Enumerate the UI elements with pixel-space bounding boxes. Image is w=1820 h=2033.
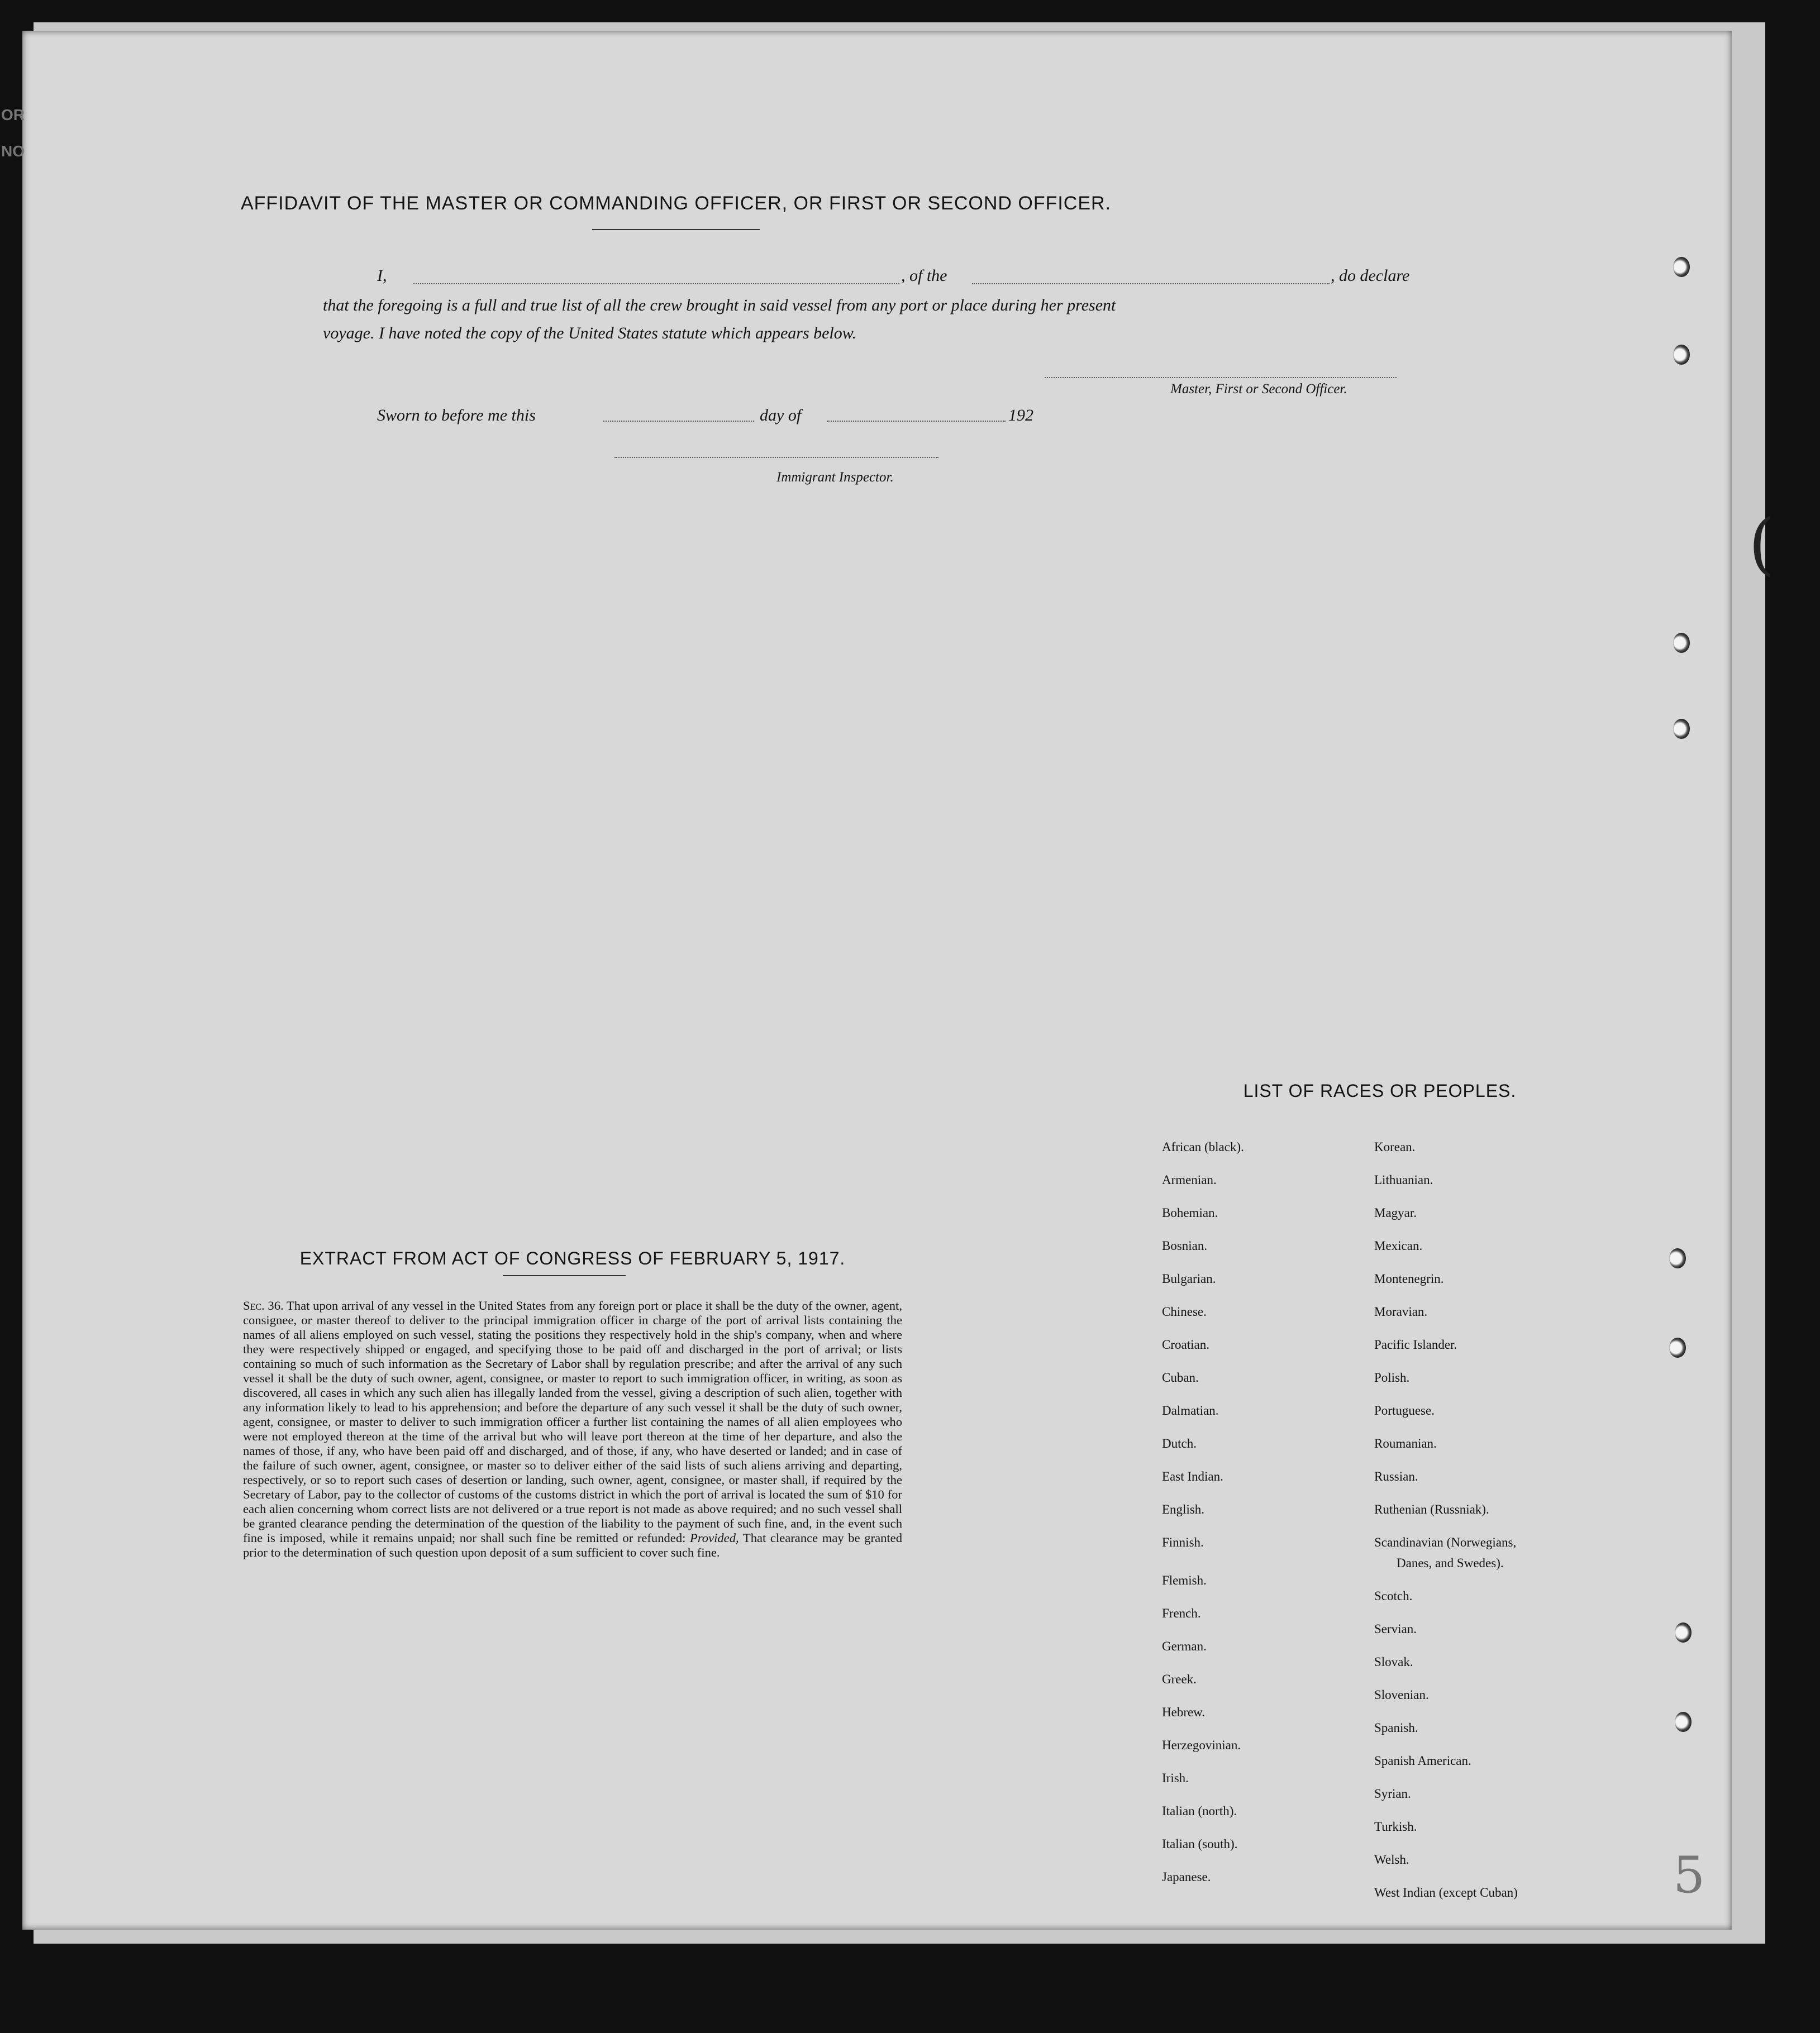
race-item: Russian. xyxy=(1374,1469,1418,1483)
binder-hole-icon xyxy=(1675,1622,1692,1643)
race-item: African (black). xyxy=(1162,1140,1244,1154)
race-item: English. xyxy=(1162,1502,1205,1516)
name-blank-line xyxy=(413,283,899,284)
race-item: Armenian. xyxy=(1162,1173,1217,1187)
race-item: Scotch. xyxy=(1374,1589,1413,1603)
affidavit-line-3: voyage. I have noted the copy of the United States statute which appears below. xyxy=(323,324,857,342)
master-signature-label: Master, First or Second Officer. xyxy=(1170,381,1347,397)
races-left-column xyxy=(1162,1139,1244,1902)
race-item: Spanish. xyxy=(1374,1721,1418,1735)
extract-body xyxy=(243,1299,902,1560)
race-item: Dalmatian. xyxy=(1162,1404,1219,1418)
race-item: Ruthenian (Russniak). xyxy=(1374,1502,1489,1516)
handwritten-bracket-icon: ( xyxy=(1748,505,1775,583)
races-right-column xyxy=(1374,1139,1518,1918)
binder-hole-icon xyxy=(1669,1338,1686,1358)
race-item: Montenegrin. xyxy=(1374,1272,1444,1286)
race-item: Bosnian. xyxy=(1162,1239,1208,1253)
extract-provided-word: Provided, xyxy=(690,1531,739,1545)
affidavit-title-rule xyxy=(592,229,760,230)
sworn-prefix: Sworn to before me this xyxy=(377,406,536,424)
race-item: Herzegovinian. xyxy=(1162,1738,1241,1752)
extract-section-label: Sec. 36. xyxy=(243,1299,284,1313)
race-item: Korean. xyxy=(1374,1140,1416,1154)
binder-hole-icon xyxy=(1673,633,1690,653)
sworn-year: 192 xyxy=(1008,406,1033,424)
race-item: Spanish American. xyxy=(1374,1754,1471,1768)
affidavit-line-2: that the foregoing is a full and true list of all the crew brought in said vessel from any port or place during her present xyxy=(323,296,1116,314)
race-item: Bulgarian. xyxy=(1162,1272,1216,1286)
race-item: West Indian (except Cuban) xyxy=(1374,1886,1518,1900)
extract-text: That upon arrival of any vessel in the United States from any foreign port or place it shall be the duty of the owner, agent, consignee, or master thereof to deliver to the principal immigration officer in charge of the port of arrival lists containing the names of all aliens employed on such vessel, stating the positions they respectively hold in the ship's company, when and where they were respectively shipped or engaged, and specifying those to be paid off and discharged in the port of arrival; or lists containing so much of such information as the Secretary of Labor shall by regulation prescribe; and after the arrival of any such vessel it shall be the duty of such owner, agent, consignee, or master to report to such immigration officer, in writing, as soon as discovered, all cases in which any such alien has illegally landed from the vessel, giving a description of such alien, together with any information likely to lead to his apprehension; and before the departure of any such vessel it shall be the duty of such owner, agent, consignee, or master to deliver to such immigration officer a further list containing the names of all alien employees who were not employed thereon at the time of the arrival but who will leave port thereon at the time of her departure, and also the names of those, if any, who have been paid off and discharged, and of those, if any, who have deserted or landed; and in case of the failure of such owner, agent, consignee, or master so to deliver either of the said lists of such aliens arriving and departing, respectively, or so to report such cases of desertion or landing, such owner, agent, consignee, or master shall, if required by the Secretary of Labor, pay to the collector of customs of the customs district in which the port of arrival is located the sum of $10 for each alien concerning whom correct lists are not delivered or a true report is not made as above required; and no such vessel shall be granted clearance pending the determination of the question of the liability to the payment of such fine, and, in the event such fine is imposed, while it remains unpaid; nor shall such fine be remitted or refunded: xyxy=(243,1299,902,1545)
race-item: Turkish. xyxy=(1374,1820,1417,1834)
race-item: Danes, and Swedes). xyxy=(1397,1556,1504,1570)
race-item: Japanese. xyxy=(1162,1870,1211,1884)
edge-fragment-text: NO xyxy=(1,142,25,160)
extract-title: EXTRACT FROM ACT OF CONGRESS OF FEBRUARY 5, 1917. xyxy=(299,1248,846,1268)
race-item: Cuban. xyxy=(1162,1371,1199,1385)
race-item: Portuguese. xyxy=(1374,1404,1435,1418)
race-item: Welsh. xyxy=(1374,1853,1409,1867)
vessel-blank-line xyxy=(972,283,1330,284)
race-item: Servian. xyxy=(1374,1622,1417,1636)
race-item: Flemish. xyxy=(1162,1573,1207,1587)
sworn-month-line xyxy=(827,421,1006,422)
race-item: Pacific Islander. xyxy=(1374,1338,1457,1352)
binder-hole-icon xyxy=(1673,257,1690,277)
binder-hole-icon xyxy=(1669,1248,1686,1268)
affidavit-declare: , do declare xyxy=(1331,266,1410,285)
race-item: Polish. xyxy=(1374,1371,1410,1385)
race-item: Magyar. xyxy=(1374,1206,1417,1220)
race-item: Moravian. xyxy=(1374,1305,1428,1319)
extract-text-end: That clearance may be granted prior to the determination of such question upon deposit of a sum sufficient to cover such fine. xyxy=(243,1531,902,1559)
race-item: Italian (north). xyxy=(1162,1804,1237,1818)
race-item: Chinese. xyxy=(1162,1305,1207,1319)
binder-hole-icon xyxy=(1675,1712,1692,1732)
race-item: German. xyxy=(1162,1639,1207,1653)
race-item: Hebrew. xyxy=(1162,1705,1206,1719)
race-item: Greek. xyxy=(1162,1672,1197,1686)
binder-hole-icon xyxy=(1673,345,1690,365)
sworn-day-of: day of xyxy=(760,406,802,424)
master-signature-line xyxy=(1045,377,1397,378)
affidavit-title: AFFIDAVIT OF THE MASTER OR COMMANDING OFFICER, OR FIRST OR SECOND OFFICER. xyxy=(240,193,1112,214)
race-item: Croatian. xyxy=(1162,1338,1209,1352)
race-item: Lithuanian. xyxy=(1374,1173,1433,1187)
race-item: East Indian. xyxy=(1162,1469,1223,1483)
inspector-signature-label: Immigrant Inspector. xyxy=(776,470,894,485)
race-item: Slovak. xyxy=(1374,1655,1413,1669)
race-item: French. xyxy=(1162,1606,1201,1620)
race-item: Roumanian. xyxy=(1374,1437,1437,1450)
race-item: Finnish. xyxy=(1162,1535,1204,1549)
race-item: Bohemian. xyxy=(1162,1206,1218,1220)
affidavit-of-the: , of the xyxy=(901,266,947,285)
race-item: Irish. xyxy=(1162,1771,1189,1785)
sworn-day-line xyxy=(603,421,754,422)
extract-title-rule xyxy=(503,1275,626,1276)
race-item: Mexican. xyxy=(1374,1239,1423,1253)
race-item: Dutch. xyxy=(1162,1437,1197,1450)
binder-hole-icon xyxy=(1673,719,1690,739)
document-page xyxy=(22,31,1775,1930)
inspector-signature-line xyxy=(614,457,938,458)
race-item: Italian (south). xyxy=(1162,1837,1238,1851)
race-item: Scandinavian (Norwegians, xyxy=(1374,1535,1517,1549)
affidavit-i: I, xyxy=(377,266,387,285)
edge-fragment-text: OR xyxy=(1,106,25,123)
races-title: LIST OF RACES OR PEOPLES. xyxy=(1243,1081,1517,1101)
handwritten-annotation: 5 xyxy=(1673,1846,1705,1905)
race-item: Syrian. xyxy=(1374,1787,1411,1801)
race-item: Slovenian. xyxy=(1374,1688,1429,1702)
